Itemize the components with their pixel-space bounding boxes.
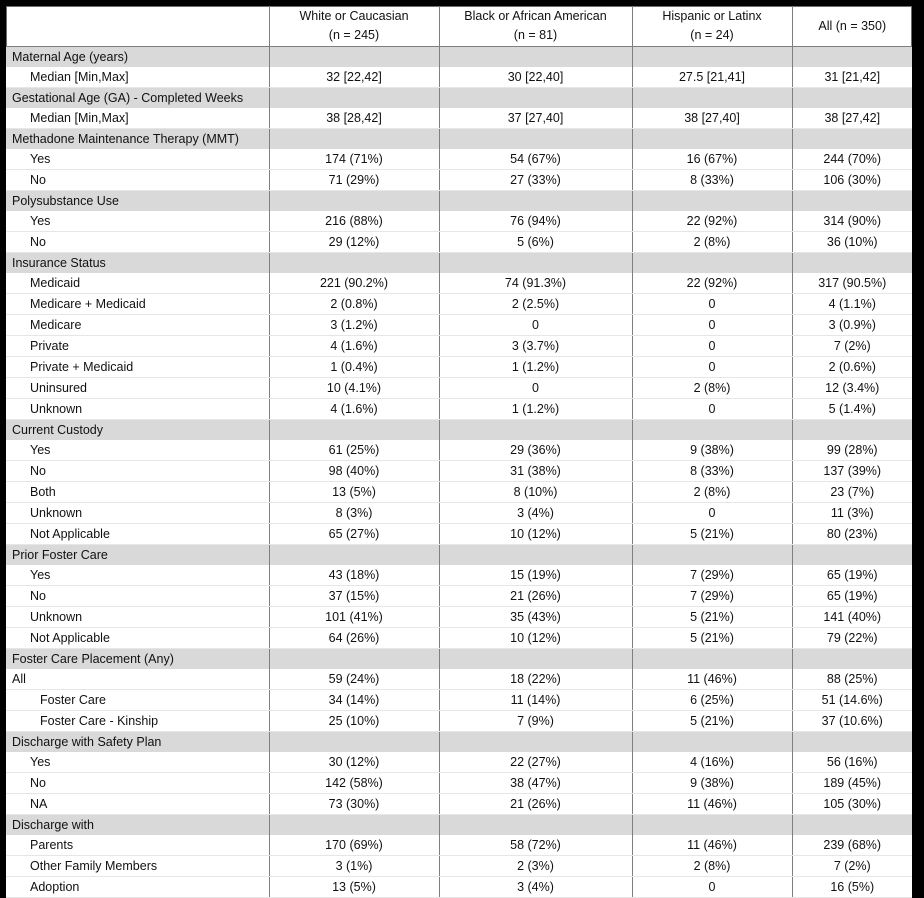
- value-cell-hispanic: [632, 191, 792, 212]
- value-cell-white: 170 (69%): [269, 835, 439, 856]
- value-cell-white: 3 (1.2%): [269, 315, 439, 336]
- value-cell-all: 88 (25%): [792, 669, 912, 690]
- table-row: [6, 232, 912, 253]
- value-cell-hispanic: [632, 88, 792, 109]
- value-cell-black: 74 (91.3%): [439, 273, 632, 294]
- value-cell-all: 99 (28%): [792, 440, 912, 461]
- value-cell-all: 12 (3.4%): [792, 378, 912, 399]
- value-cell-white: 43 (18%): [269, 565, 439, 586]
- value-cell-white: [269, 545, 439, 566]
- section-label: Discharge with Safety Plan: [6, 732, 269, 753]
- value-cell-hispanic: 2 (8%): [632, 378, 792, 399]
- value-cell-black: [439, 191, 632, 212]
- table-row: [6, 315, 912, 336]
- row-label: Median [Min,Max]: [6, 108, 269, 129]
- value-cell-all: 314 (90%): [792, 211, 912, 232]
- table-row: [6, 856, 912, 877]
- value-cell-hispanic: 27.5 [21,41]: [632, 67, 792, 88]
- section-label: Prior Foster Care: [6, 545, 269, 566]
- value-cell-black: [439, 815, 632, 836]
- value-cell-white: 29 (12%): [269, 232, 439, 253]
- value-cell-white: 221 (90.2%): [269, 273, 439, 294]
- value-cell-hispanic: 7 (29%): [632, 565, 792, 586]
- header-cell-label: [6, 6, 269, 47]
- value-cell-hispanic: 4 (16%): [632, 752, 792, 773]
- value-cell-hispanic: 0: [632, 315, 792, 336]
- value-cell-all: 141 (40%): [792, 607, 912, 628]
- row-label: Private + Medicaid: [6, 357, 269, 378]
- table-row: [6, 108, 912, 129]
- value-cell-hispanic: [632, 815, 792, 836]
- section-label: Methadone Maintenance Therapy (MMT): [6, 129, 269, 150]
- value-cell-hispanic: 5 (21%): [632, 607, 792, 628]
- value-cell-all: 244 (70%): [792, 149, 912, 170]
- row-label: Parents: [6, 835, 269, 856]
- value-cell-black: 1 (1.2%): [439, 399, 632, 420]
- table-row: [6, 669, 912, 690]
- value-cell-hispanic: 22 (92%): [632, 273, 792, 294]
- value-cell-hispanic: 11 (46%): [632, 835, 792, 856]
- value-cell-white: 142 (58%): [269, 773, 439, 794]
- value-cell-white: 101 (41%): [269, 607, 439, 628]
- table-row: [6, 565, 912, 586]
- value-cell-white: 30 (12%): [269, 752, 439, 773]
- value-cell-white: 65 (27%): [269, 524, 439, 545]
- table-body: [6, 47, 912, 898]
- row-label: No: [6, 773, 269, 794]
- value-cell-all: 5 (1.4%): [792, 399, 912, 420]
- value-cell-white: [269, 129, 439, 150]
- value-cell-hispanic: 9 (38%): [632, 773, 792, 794]
- table-row: [6, 399, 912, 420]
- value-cell-black: [439, 649, 632, 670]
- value-cell-white: 59 (24%): [269, 669, 439, 690]
- value-cell-hispanic: 2 (8%): [632, 856, 792, 877]
- row-label: Yes: [6, 211, 269, 232]
- value-cell-all: 317 (90.5%): [792, 273, 912, 294]
- row-label: Not Applicable: [6, 628, 269, 649]
- value-cell-all: 31 [21,42]: [792, 67, 912, 88]
- value-cell-black: 10 (12%): [439, 628, 632, 649]
- section-header-row: [6, 420, 912, 441]
- value-cell-black: 18 (22%): [439, 669, 632, 690]
- value-cell-black: [439, 545, 632, 566]
- value-cell-hispanic: 0: [632, 357, 792, 378]
- value-cell-white: [269, 191, 439, 212]
- value-cell-hispanic: [632, 420, 792, 441]
- row-label: Median [Min,Max]: [6, 67, 269, 88]
- value-cell-white: 10 (4.1%): [269, 378, 439, 399]
- value-cell-all: [792, 47, 912, 68]
- value-cell-black: 31 (38%): [439, 461, 632, 482]
- value-cell-hispanic: 2 (8%): [632, 482, 792, 503]
- value-cell-hispanic: [632, 649, 792, 670]
- value-cell-all: 106 (30%): [792, 170, 912, 191]
- value-cell-black: 3 (4%): [439, 503, 632, 524]
- value-cell-all: 3 (0.9%): [792, 315, 912, 336]
- value-cell-white: 71 (29%): [269, 170, 439, 191]
- value-cell-black: 38 (47%): [439, 773, 632, 794]
- value-cell-black: 11 (14%): [439, 690, 632, 711]
- value-cell-white: [269, 649, 439, 670]
- value-cell-all: 51 (14.6%): [792, 690, 912, 711]
- row-label: Yes: [6, 440, 269, 461]
- table-row: [6, 607, 912, 628]
- row-label: NA: [6, 794, 269, 815]
- section-label: Foster Care Placement (Any): [6, 649, 269, 670]
- value-cell-white: 37 (15%): [269, 586, 439, 607]
- value-cell-hispanic: [632, 253, 792, 274]
- table-row: [6, 273, 912, 294]
- section-label: Maternal Age (years): [6, 47, 269, 68]
- value-cell-all: 4 (1.1%): [792, 294, 912, 315]
- value-cell-hispanic: 0: [632, 503, 792, 524]
- value-cell-white: 32 [22,42]: [269, 67, 439, 88]
- row-label: No: [6, 232, 269, 253]
- value-cell-white: 216 (88%): [269, 211, 439, 232]
- value-cell-black: [439, 732, 632, 753]
- header-cell-all: All (n = 350): [792, 6, 912, 47]
- value-cell-hispanic: 9 (38%): [632, 440, 792, 461]
- table-row: [6, 440, 912, 461]
- table-row: [6, 357, 912, 378]
- row-label: Medicare + Medicaid: [6, 294, 269, 315]
- section-header-row: [6, 545, 912, 566]
- value-cell-black: [439, 420, 632, 441]
- value-cell-all: [792, 732, 912, 753]
- header-row: [6, 6, 912, 47]
- value-cell-hispanic: 0: [632, 399, 792, 420]
- value-cell-black: 76 (94%): [439, 211, 632, 232]
- section-label: Discharge with: [6, 815, 269, 836]
- row-label: Yes: [6, 752, 269, 773]
- value-cell-all: [792, 649, 912, 670]
- section-header-row: [6, 649, 912, 670]
- table-row: [6, 378, 912, 399]
- value-cell-black: 21 (26%): [439, 794, 632, 815]
- value-cell-hispanic: 7 (29%): [632, 586, 792, 607]
- value-cell-white: 174 (71%): [269, 149, 439, 170]
- row-label: Not Applicable: [6, 524, 269, 545]
- row-label: Yes: [6, 149, 269, 170]
- table-row: [6, 586, 912, 607]
- row-label: Unknown: [6, 607, 269, 628]
- table-row: [6, 503, 912, 524]
- value-cell-white: 4 (1.6%): [269, 336, 439, 357]
- value-cell-black: 35 (43%): [439, 607, 632, 628]
- value-cell-all: 137 (39%): [792, 461, 912, 482]
- value-cell-all: 65 (19%): [792, 586, 912, 607]
- section-header-row: [6, 191, 912, 212]
- value-cell-black: 8 (10%): [439, 482, 632, 503]
- row-label: No: [6, 461, 269, 482]
- value-cell-black: 3 (4%): [439, 877, 632, 898]
- section-header-row: [6, 253, 912, 274]
- value-cell-hispanic: 5 (21%): [632, 524, 792, 545]
- value-cell-all: 189 (45%): [792, 773, 912, 794]
- value-cell-white: 1 (0.4%): [269, 357, 439, 378]
- value-cell-black: 30 [22,40]: [439, 67, 632, 88]
- value-cell-black: [439, 88, 632, 109]
- section-header-row: [6, 815, 912, 836]
- table-row: [6, 149, 912, 170]
- value-cell-hispanic: 11 (46%): [632, 669, 792, 690]
- table-row: [6, 877, 912, 898]
- table-row: [6, 67, 912, 88]
- section-label: Current Custody: [6, 420, 269, 441]
- value-cell-all: [792, 253, 912, 274]
- value-cell-black: 0: [439, 378, 632, 399]
- row-label: Unknown: [6, 399, 269, 420]
- row-label: Private: [6, 336, 269, 357]
- value-cell-all: 56 (16%): [792, 752, 912, 773]
- value-cell-hispanic: 11 (46%): [632, 794, 792, 815]
- value-cell-black: 15 (19%): [439, 565, 632, 586]
- value-cell-all: [792, 420, 912, 441]
- value-cell-hispanic: 22 (92%): [632, 211, 792, 232]
- value-cell-hispanic: 5 (21%): [632, 711, 792, 732]
- section-header-row: [6, 47, 912, 68]
- row-label: No: [6, 170, 269, 191]
- table-row: [6, 482, 912, 503]
- value-cell-black: [439, 129, 632, 150]
- value-cell-hispanic: 16 (67%): [632, 149, 792, 170]
- table-row: [6, 835, 912, 856]
- value-cell-hispanic: [632, 129, 792, 150]
- section-header-row: [6, 129, 912, 150]
- value-cell-black: 27 (33%): [439, 170, 632, 191]
- value-cell-black: 7 (9%): [439, 711, 632, 732]
- value-cell-black: 3 (3.7%): [439, 336, 632, 357]
- row-label: All: [6, 669, 269, 690]
- header-cell-white: White or Caucasian (n = 245): [269, 6, 439, 47]
- row-label: Adoption: [6, 877, 269, 898]
- section-label: Gestational Age (GA) - Completed Weeks: [6, 88, 269, 109]
- value-cell-black: 21 (26%): [439, 586, 632, 607]
- row-label: Medicare: [6, 315, 269, 336]
- section-header-row: [6, 88, 912, 109]
- row-label: Unknown: [6, 503, 269, 524]
- value-cell-all: 79 (22%): [792, 628, 912, 649]
- section-label: Polysubstance Use: [6, 191, 269, 212]
- row-label: Uninsured: [6, 378, 269, 399]
- value-cell-white: 64 (26%): [269, 628, 439, 649]
- table-row: [6, 294, 912, 315]
- value-cell-hispanic: [632, 732, 792, 753]
- value-cell-black: 58 (72%): [439, 835, 632, 856]
- value-cell-all: 7 (2%): [792, 856, 912, 877]
- value-cell-white: 13 (5%): [269, 482, 439, 503]
- table-row: [6, 461, 912, 482]
- value-cell-hispanic: 0: [632, 877, 792, 898]
- value-cell-white: 73 (30%): [269, 794, 439, 815]
- value-cell-all: [792, 129, 912, 150]
- row-label: No: [6, 586, 269, 607]
- value-cell-hispanic: 6 (25%): [632, 690, 792, 711]
- value-cell-all: 105 (30%): [792, 794, 912, 815]
- value-cell-hispanic: 8 (33%): [632, 461, 792, 482]
- header-cell-hispanic: Hispanic or Latinx (n = 24): [632, 6, 792, 47]
- value-cell-black: 0: [439, 315, 632, 336]
- row-label: Foster Care: [6, 690, 269, 711]
- value-cell-all: 37 (10.6%): [792, 711, 912, 732]
- value-cell-all: [792, 545, 912, 566]
- value-cell-white: [269, 47, 439, 68]
- value-cell-black: 2 (3%): [439, 856, 632, 877]
- value-cell-all: 23 (7%): [792, 482, 912, 503]
- section-label: Insurance Status: [6, 253, 269, 274]
- value-cell-all: 65 (19%): [792, 565, 912, 586]
- value-cell-black: [439, 253, 632, 274]
- row-label: Both: [6, 482, 269, 503]
- value-cell-hispanic: 38 [27,40]: [632, 108, 792, 129]
- value-cell-all: [792, 191, 912, 212]
- value-cell-white: 25 (10%): [269, 711, 439, 732]
- table-row: [6, 690, 912, 711]
- value-cell-hispanic: 0: [632, 336, 792, 357]
- value-cell-hispanic: [632, 47, 792, 68]
- row-label: Foster Care - Kinship: [6, 711, 269, 732]
- value-cell-black: 1 (1.2%): [439, 357, 632, 378]
- value-cell-all: 11 (3%): [792, 503, 912, 524]
- value-cell-white: [269, 815, 439, 836]
- table-row: [6, 794, 912, 815]
- value-cell-all: 80 (23%): [792, 524, 912, 545]
- value-cell-all: 38 [27,42]: [792, 108, 912, 129]
- table-row: [6, 711, 912, 732]
- value-cell-white: 38 [28,42]: [269, 108, 439, 129]
- value-cell-black: 29 (36%): [439, 440, 632, 461]
- value-cell-hispanic: 0: [632, 294, 792, 315]
- row-label: Other Family Members: [6, 856, 269, 877]
- value-cell-white: [269, 732, 439, 753]
- value-cell-white: 4 (1.6%): [269, 399, 439, 420]
- table-row: [6, 336, 912, 357]
- table-row: [6, 170, 912, 191]
- value-cell-black: 10 (12%): [439, 524, 632, 545]
- table-row: [6, 752, 912, 773]
- value-cell-white: 98 (40%): [269, 461, 439, 482]
- value-cell-white: 34 (14%): [269, 690, 439, 711]
- table-row: [6, 773, 912, 794]
- value-cell-all: 239 (68%): [792, 835, 912, 856]
- value-cell-white: 13 (5%): [269, 877, 439, 898]
- value-cell-white: [269, 253, 439, 274]
- value-cell-white: 3 (1%): [269, 856, 439, 877]
- value-cell-all: 2 (0.6%): [792, 357, 912, 378]
- row-label: Yes: [6, 565, 269, 586]
- value-cell-white: [269, 420, 439, 441]
- value-cell-black: 54 (67%): [439, 149, 632, 170]
- value-cell-black: 5 (6%): [439, 232, 632, 253]
- header-cell-black: Black or African American (n = 81): [439, 6, 632, 47]
- row-label: Medicaid: [6, 273, 269, 294]
- value-cell-hispanic: 5 (21%): [632, 628, 792, 649]
- value-cell-white: 2 (0.8%): [269, 294, 439, 315]
- value-cell-all: [792, 88, 912, 109]
- value-cell-all: 36 (10%): [792, 232, 912, 253]
- demographics-table: [6, 6, 912, 898]
- value-cell-all: [792, 815, 912, 836]
- value-cell-all: 7 (2%): [792, 336, 912, 357]
- value-cell-white: 61 (25%): [269, 440, 439, 461]
- value-cell-hispanic: 8 (33%): [632, 170, 792, 191]
- value-cell-all: 16 (5%): [792, 877, 912, 898]
- table-row: [6, 211, 912, 232]
- table-row: [6, 524, 912, 545]
- table-row: [6, 628, 912, 649]
- value-cell-hispanic: [632, 545, 792, 566]
- value-cell-black: 37 [27,40]: [439, 108, 632, 129]
- value-cell-black: 22 (27%): [439, 752, 632, 773]
- section-header-row: [6, 732, 912, 753]
- table-frame: [6, 6, 912, 894]
- value-cell-black: [439, 47, 632, 68]
- value-cell-hispanic: 2 (8%): [632, 232, 792, 253]
- value-cell-white: [269, 88, 439, 109]
- value-cell-black: 2 (2.5%): [439, 294, 632, 315]
- value-cell-white: 8 (3%): [269, 503, 439, 524]
